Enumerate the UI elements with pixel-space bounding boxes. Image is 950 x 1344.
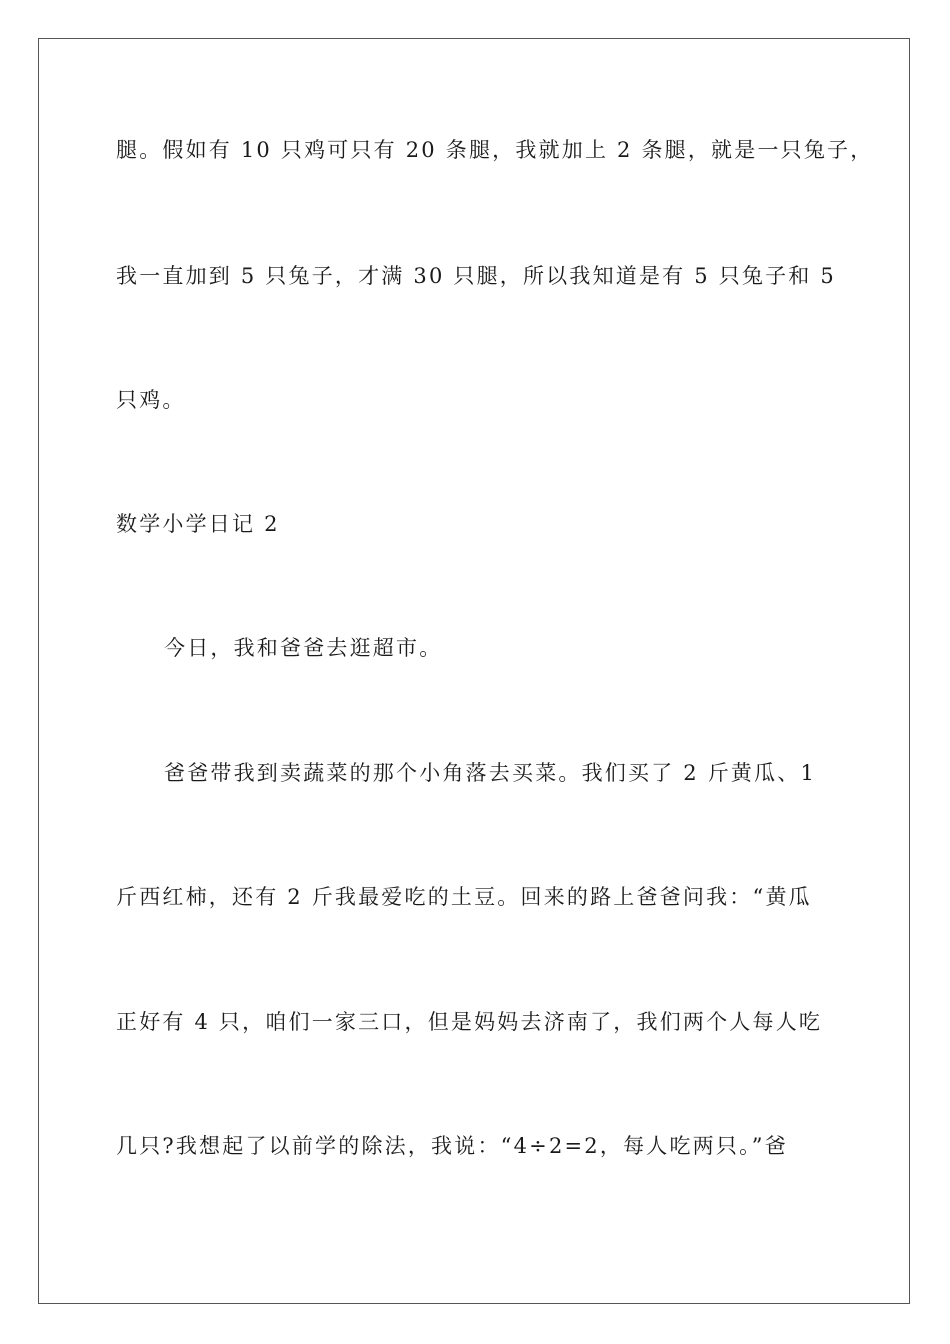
- body-text-line: 几只?我想起了以前学的除法，我说：“4÷2=2，每人吃两只。”爸: [116, 1134, 788, 1158]
- body-text-line: 正好有 4 只，咱们一家三口，但是妈妈去济南了，我们两个人每人吃: [116, 1010, 823, 1034]
- paragraph-first-line: 今日，我和爸爸去逛超市。: [164, 636, 443, 660]
- body-text-line: 只鸡。: [116, 388, 186, 412]
- body-text-line: 腿。假如有 10 只鸡可只有 20 条腿，我就加上 2 条腿，就是一只兔子，: [116, 138, 874, 162]
- paragraph-first-line: 爸爸带我到卖蔬菜的那个小角落去买菜。我们买了 2 斤黄瓜、1: [164, 761, 817, 785]
- body-text-line: 斤西红柿，还有 2 斤我最爱吃的土豆。回来的路上爸爸问我：“黄瓜: [116, 885, 812, 909]
- section-heading: 数学小学日记 2: [116, 512, 280, 536]
- body-text-line: 我一直加到 5 只兔子，才满 30 只腿，所以我知道是有 5 只兔子和 5: [116, 264, 836, 288]
- page-border: [38, 38, 910, 1304]
